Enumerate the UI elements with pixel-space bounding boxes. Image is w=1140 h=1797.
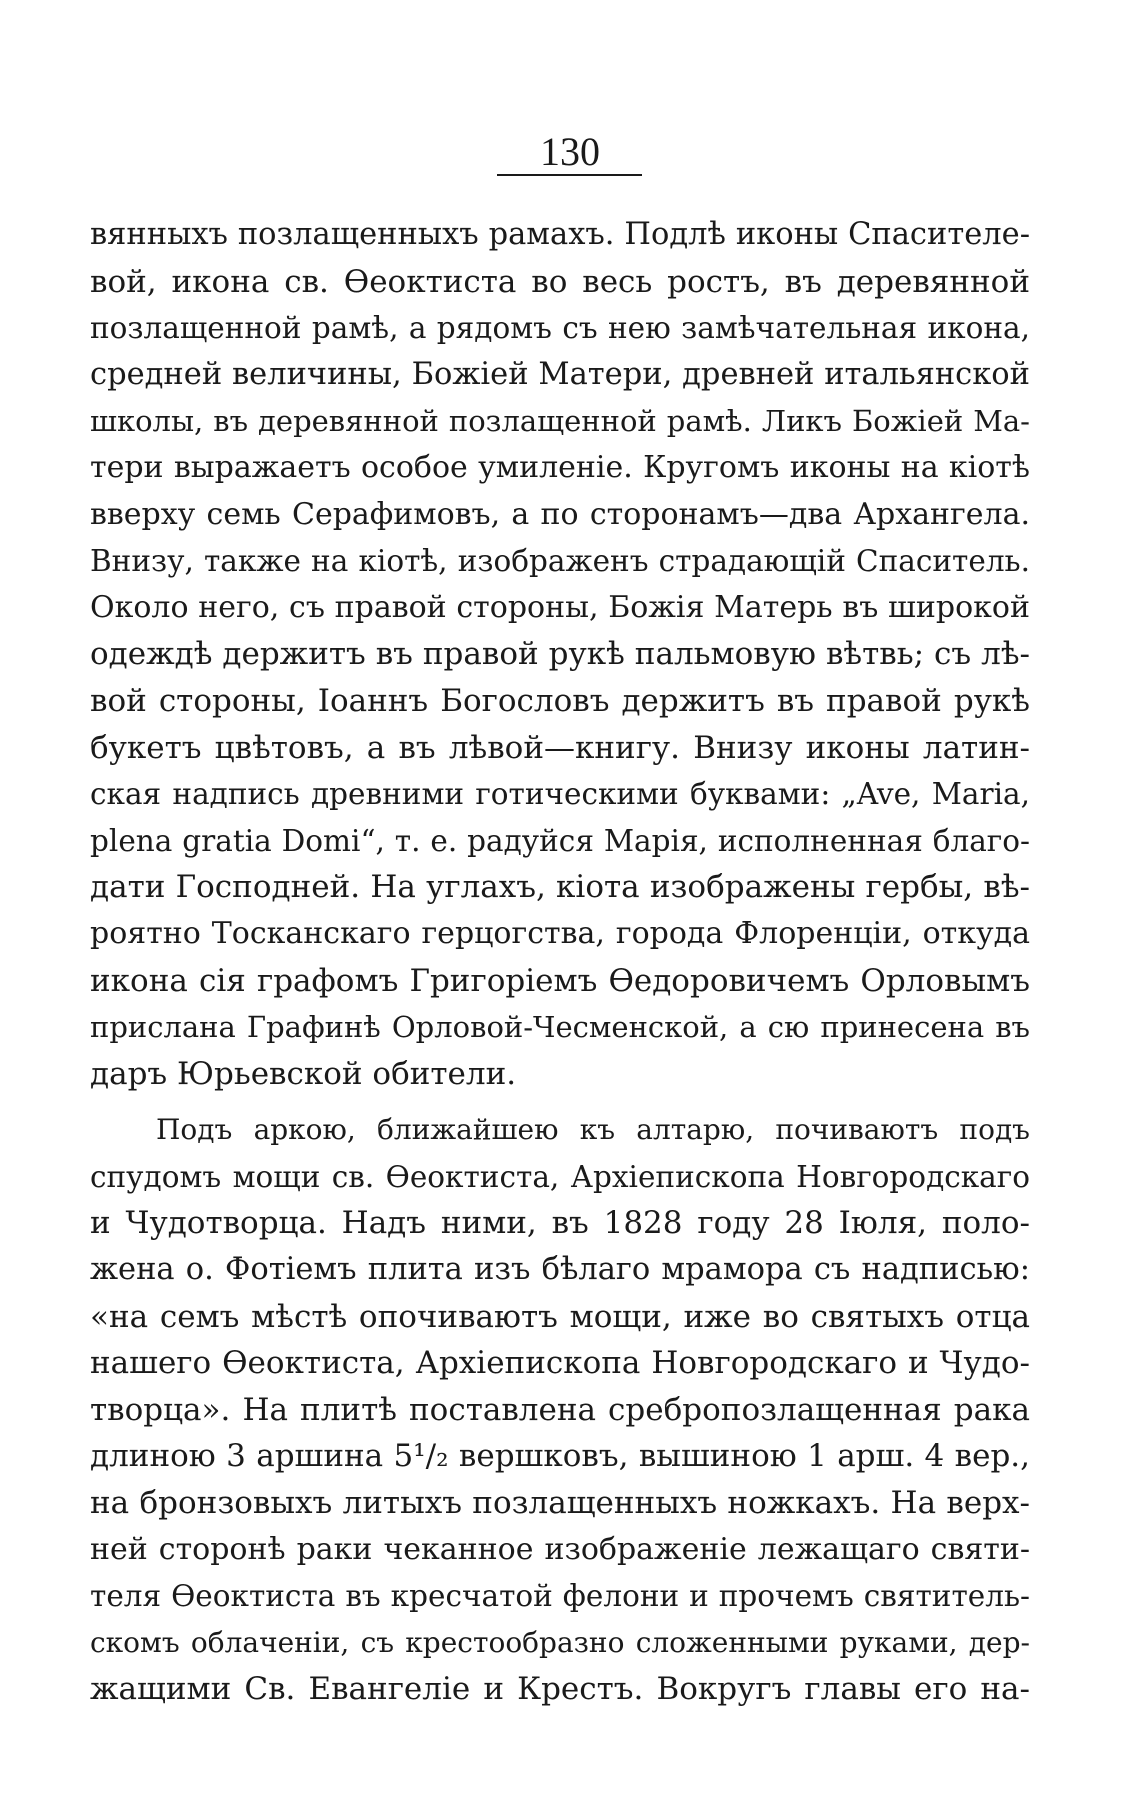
text-line: на бронзовыхъ литыхъ позлащенныхъ ножкахъ. На верх- xyxy=(90,1485,1030,1522)
text-line: длиною 3 аршина 5¹/₂ вершковъ, вышиною 1 арш. 4 вер., xyxy=(90,1438,1030,1475)
text-line: «на семъ мѣстѣ опочиваютъ мощи, иже во святыхъ отца xyxy=(90,1298,1030,1335)
text-line: икона сія графомъ Григоріемъ Ѳедоровичемъ Орловымъ xyxy=(90,962,1030,999)
text-line: спудомъ мощи св. Ѳеоктиста, Архіепископа Новгородскаго xyxy=(90,1159,1030,1194)
body-text xyxy=(90,212,1030,1713)
text-line: дати Господней. На углахъ, кіота изображены гербы, вѣ- xyxy=(90,869,1030,906)
text-line: вянныхъ позлащенныхъ рамахъ. Подлѣ иконы Спасителе- xyxy=(90,217,1030,252)
text-line: Внизу, также на кіотѣ, изображенъ страдающій Спаситель. xyxy=(90,544,1030,579)
text-line: роятно Тосканскаго герцогства, города Флоренціи, откуда xyxy=(90,915,1030,951)
paragraph-2 xyxy=(90,1107,1030,1713)
text-line: Около него, съ правой стороны, Божія Матерь въ широкой xyxy=(90,589,1030,625)
paragraph-gap xyxy=(90,1097,1030,1107)
text-line: жена о. Фотіемъ плита изъ бѣлаго мрамора съ надписью: xyxy=(90,1252,1030,1288)
paragraph-1 xyxy=(90,212,1030,1097)
text-line: позлащенной рамѣ, а рядомъ съ нею замѣчательная икона, xyxy=(90,311,1030,346)
text-line: средней величины, Божіей Матери, древней итальянской xyxy=(90,356,1030,392)
text-line: ская надпись древними готическими буквами: „Ave, Maria, xyxy=(90,777,1030,812)
text-line: теля Ѳеоктиста въ кресчатой фелони и прочемъ святитель- xyxy=(90,1579,1030,1614)
page-number: 130 xyxy=(540,129,600,174)
text-line: вой, икона св. Ѳеоктиста во весь ростъ, въ деревянной xyxy=(90,263,1030,300)
text-line: Подъ аркою, ближайшею къ алтарю, почиваютъ подъ xyxy=(156,1113,1030,1147)
text-line: прислана Графинѣ Орловой-Чесменской, а сю принесена въ xyxy=(90,1010,1030,1045)
text-line: вой стороны, Іоаннъ Богословъ держитъ въ правой рукѣ xyxy=(90,682,1030,719)
text-line: plena gratia Domi“, т. е. радуйся Марія, исполненная благо- xyxy=(90,823,1030,858)
text-line: букетъ цвѣтовъ, а въ лѣвой—книгу. Внизу иконы латин- xyxy=(90,729,1030,766)
text-line: вверху семь Серафимовъ, а по сторонамъ—два Архангела. xyxy=(90,496,1030,532)
text-line: жащими Св. Евангеліе и Крестъ. Вокругъ главы его на- xyxy=(90,1671,1030,1708)
text-line: творца». На плитѣ поставлена сребропозлащенная рака xyxy=(90,1391,1030,1428)
text-line: нашего Ѳеоктиста, Архіепископа Новгородскаго и Чудо- xyxy=(90,1345,1030,1382)
text-line: даръ Юрьевской обители. xyxy=(90,1055,517,1092)
text-line: ней сторонѣ раки чеканное изображеніе лежащаго святи- xyxy=(90,1531,1030,1567)
text-line: тери выражаетъ особое умиленіе. Кругомъ иконы на кіотѣ xyxy=(90,449,1030,485)
text-line: одеждѣ держитъ въ правой рукѣ пальмовую вѣтвь; съ лѣ- xyxy=(90,636,1030,673)
text-line: и Чудотворца. Надъ ними, въ 1828 году 28 Іюля, поло- xyxy=(90,1205,1030,1242)
page-number-rule xyxy=(497,174,642,176)
text-line: школы, въ деревянной позлащенной рамѣ. Ликъ Божіей Ма- xyxy=(90,404,1030,439)
text-line: скомъ облаченіи, съ крестообразно сложенными руками, дер- xyxy=(90,1625,1030,1659)
